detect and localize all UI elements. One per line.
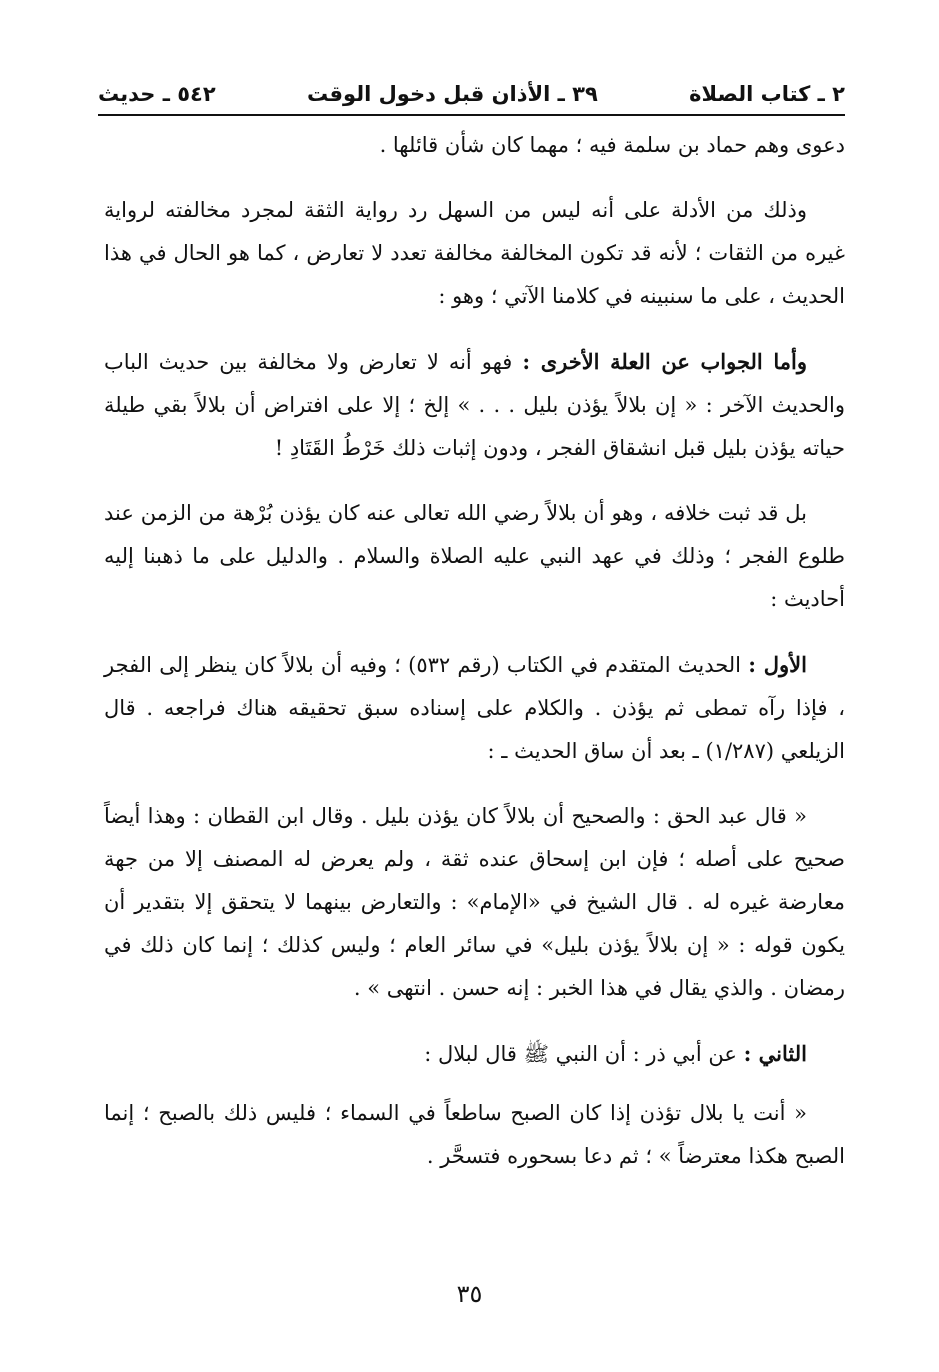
paragraph-4: بل قد ثبت خلافه ، وهو أن بلالاً رضي الله تعالى عنه كان يؤذن بُرْهة من الزمن عند طلوع الفجر ؛ وذلك في عهد النبي عليه الصلاة والسلام . والدليل على ما ذهبنا إليه أحاديث :: [104, 501, 845, 611]
header-chapter: ٢ ـ كتاب الصلاة: [689, 82, 845, 106]
paragraph-7: [104, 1032, 845, 1076]
hadith-quote: « أنت يا بلال تؤذن إذا كان الصبح ساطعاً في السماء ؛ فليس ذلك بالصبح ؛ إنما الصبح هكذا معترضاً » ؛ ثم دعا بسحوره فتسحَّر .: [104, 1101, 845, 1168]
running-header: [98, 66, 845, 116]
paragraph-5: [104, 643, 845, 773]
header-section: ٣٩ ـ الأذان قبل دخول الوقت: [307, 82, 598, 106]
paragraph-2: وذلك من الأدلة على أنه ليس من السهل رد رواية الثقة لمجرد مخالفته لرواية غيره من الثقات ؛ لأنه قد تكون المخالفة مخالفة تعدد لا تعارض ، كما هو الحال في هذا الحديث ، على ما سنبينه في كلامنا الآتي ؛ وهو :: [104, 198, 845, 308]
body-text: [104, 124, 845, 1200]
paragraph-5-lead: الأول :: [748, 652, 807, 677]
paragraph-7-lead: الثاني :: [743, 1041, 807, 1066]
paragraph-3: [104, 340, 845, 470]
page-number: ٣٥: [456, 1280, 483, 1308]
paragraph-3-body: فهو أنه لا تعارض ولا مخالفة بين حديث الباب والحديث الآخر : « إن بلالاً يؤذن بليل . . . » إلخ ؛ إلا على افتراض أن بلالاً بقي طيلة حياته يؤذن بليل قبل انشقاق الفجر ، ودون إثبات ذلك خَرْطُ القَتَادِ !: [104, 350, 845, 460]
paragraph-3-lead: وأما الجواب عن العلة الأخرى :: [522, 349, 807, 374]
quote-paragraph: « قال عبد الحق : والصحيح أن بلالاً كان يؤذن بليل . وقال ابن القطان : وهذا أيضاً صحيح على أصله ؛ فإن ابن إسحاق عنده ثقة ، ولم يعرض له المصنف إلا من جهة معارضة غيره له . قال الشيخ في «الإمام» : والتعارض بينهما لا يتحقق إلا بتقدير أن يكون قوله : « إن بلالاً يؤذن بليل» في سائر العام ؛ وليس كذلك ؛ إنما كان ذلك في رمضان . والذي يقال في هذا الخبر : إنه حسن . انتهى » .: [104, 804, 845, 1000]
header-hadith-number: ٥٤٢ ـ حديث: [98, 82, 216, 106]
paragraph-7-body: عن أبي ذر : أن النبي ﷺ قال لبلال :: [424, 1042, 744, 1066]
paragraph-1: دعوى وهم حماد بن سلمة فيه ؛ مهما كان شأن قائلها .: [379, 133, 845, 157]
paragraph-5-body: الحديث المتقدم في الكتاب (رقم ٥٣٢) ؛ وفيه أن بلالاً كان ينظر إلى الفجر ، فإذا رآه تمطى ثم يؤذن . والكلام على إسناده سبق تحقيقه هناك فراجعه . قال الزيلعي (١/٢٨٧) ـ بعد أن ساق الحديث ـ :: [104, 653, 845, 763]
